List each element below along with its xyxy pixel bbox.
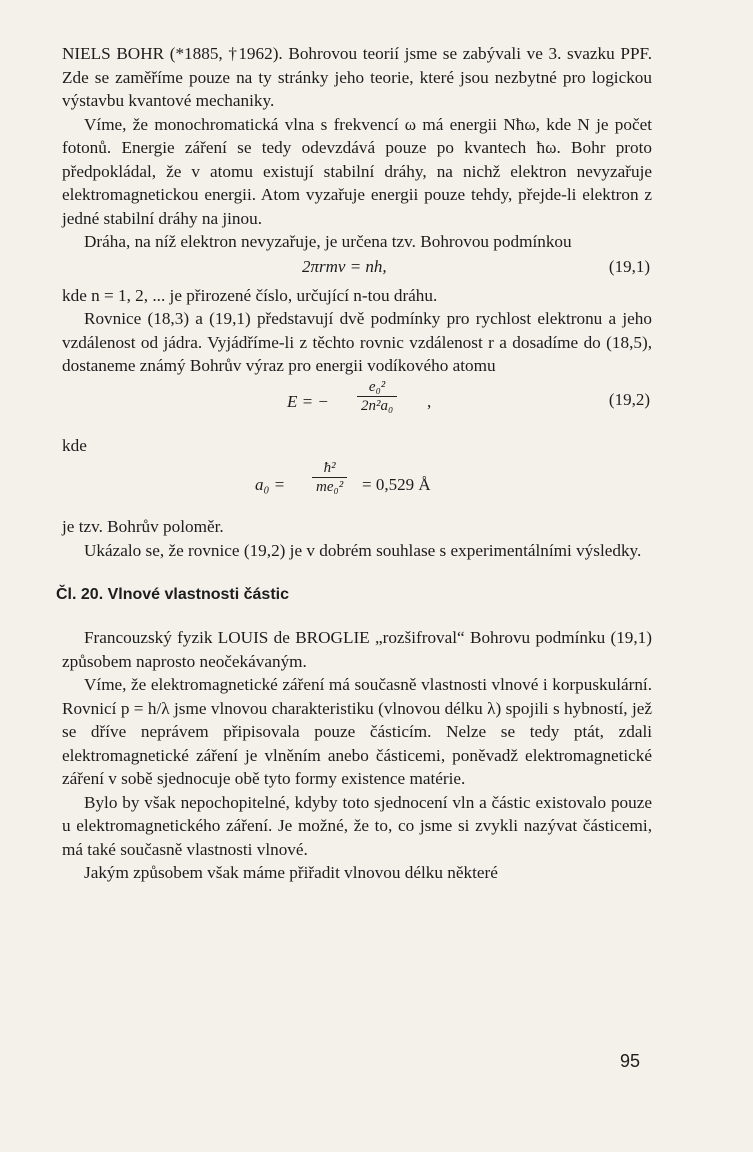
page-number: 95: [620, 1051, 641, 1071]
equation-bohr-radius-lhs: a₀ =: [255, 475, 286, 494]
equation-19-2-lhs: E = −: [287, 391, 329, 411]
equation-19-2-numerator: e₀²: [357, 378, 397, 397]
kde-label: kde: [62, 435, 87, 455]
equation-19-2-denominator: 2n²a₀: [361, 397, 394, 414]
equation-19-2-number: (19,2): [608, 389, 650, 409]
paragraph-bohr-radius: je tzv. Bohrův poloměr.: [62, 517, 224, 536]
equation-bohr-radius-denominator: me₀²: [316, 479, 344, 495]
equation-bohr-radius: [62, 457, 652, 515]
equation-19-2: [62, 378, 652, 434]
paragraph-de-broglie: Francouzský fyzik LOUIS de BROGLIE „rozšifroval“ Bohrovu podmínku (19,1) způsobem naprosto neočekávaným.: [62, 628, 652, 671]
equation-bohr-radius-fraction: [312, 459, 347, 496]
equation-19-2-comma: ,: [427, 391, 432, 411]
paragraph-agreement: Ukázalo se, že rovnice (19,2) je v dobrém souhlase s experimentálními výsledky.: [84, 540, 642, 560]
paragraph-wavelength: Jakým způsobem však máme přiřadit vlnovou délku některé: [84, 863, 498, 882]
paragraph-equations-combined: Rovnice (18,3) a (19,1) představují dvě podmínky pro rychlost elektronu a jeho vzdálenost od jádra. Vyjádříme-li z těchto rovnic vzdálenost r a dosadíme do (18,5), dostaneme známý Bohrův výraz pro energii vodíkového atomu: [62, 309, 652, 375]
equation-bohr-radius-rhs: = 0,529 Å: [362, 475, 431, 494]
paragraph-unification: Bylo by však nepochopitelné, kdyby toto sjednocení vln a částic existovalo pouze u elektromagnetického záření. Je možné, že to, co jsme si zvykli nazývat částicemi, má také současně vlastnosti vlnové.: [62, 792, 652, 859]
equation-19-1-number: (19,1): [608, 256, 650, 276]
equation-bohr-radius-numerator: ħ²: [312, 459, 347, 478]
equation-19-2-fraction: [357, 378, 397, 415]
paragraph-bohr-intro: NIELS BOHR (*1885, †1962). Bohrovou teorií jsme se zabývali ve 3. svazku PPF. Zde se zaměříme pouze na ty stránky jeho teorie, které jsou nezbytné pro logickou výstavbu kvantové mechaniky.: [62, 44, 652, 110]
paragraph-wave-particle: Víme, že elektromagnetické záření má současně vlastnosti vlnové i korpuskulární. Rovnicí p = h/λ jsme vlnovou charakteristiku (vlnovou délku λ) spojili s hybností, jež se dříve neprávem připisovala pouze částicím. Nelze se tedy ptát, zdali elektromagnetické záření je vlněním anebo částicemi, poněvadž elektromagnetické záření v sobě sjednocuje obě tyto formy existence matérie.: [62, 675, 652, 788]
paragraph-n-definition: kde n = 1, 2, ... je přirozené číslo, určující n-tou dráhu.: [62, 285, 438, 305]
equation-19-1: [62, 254, 652, 284]
paragraph-bohr-condition-intro: Dráha, na níž elektron nevyzařuje, je určena tzv. Bohrovou podmínkou: [84, 232, 572, 251]
page-body: [56, 42, 652, 885]
paragraph-monochromatic: Víme, že monochromatická vlna s frekvencí ω má energii Nħω, kde N je počet fotonů. Energie záření se tedy odevzdává pouze po kvantech ħω. Bohr proto předpokládal, že v atomu existují stabilní dráhy, na nichž elektron nevyzařuje elektromagnetickou energii. Atom vyzařuje energii pouze tehdy, přejde-li elektron z jedné stabilní dráhy na jinou.: [62, 114, 652, 228]
section-heading: Čl. 20. Vlnové vlastnosti částic: [56, 586, 289, 603]
equation-19-1-body: 2πrmv = nh,: [302, 256, 387, 276]
